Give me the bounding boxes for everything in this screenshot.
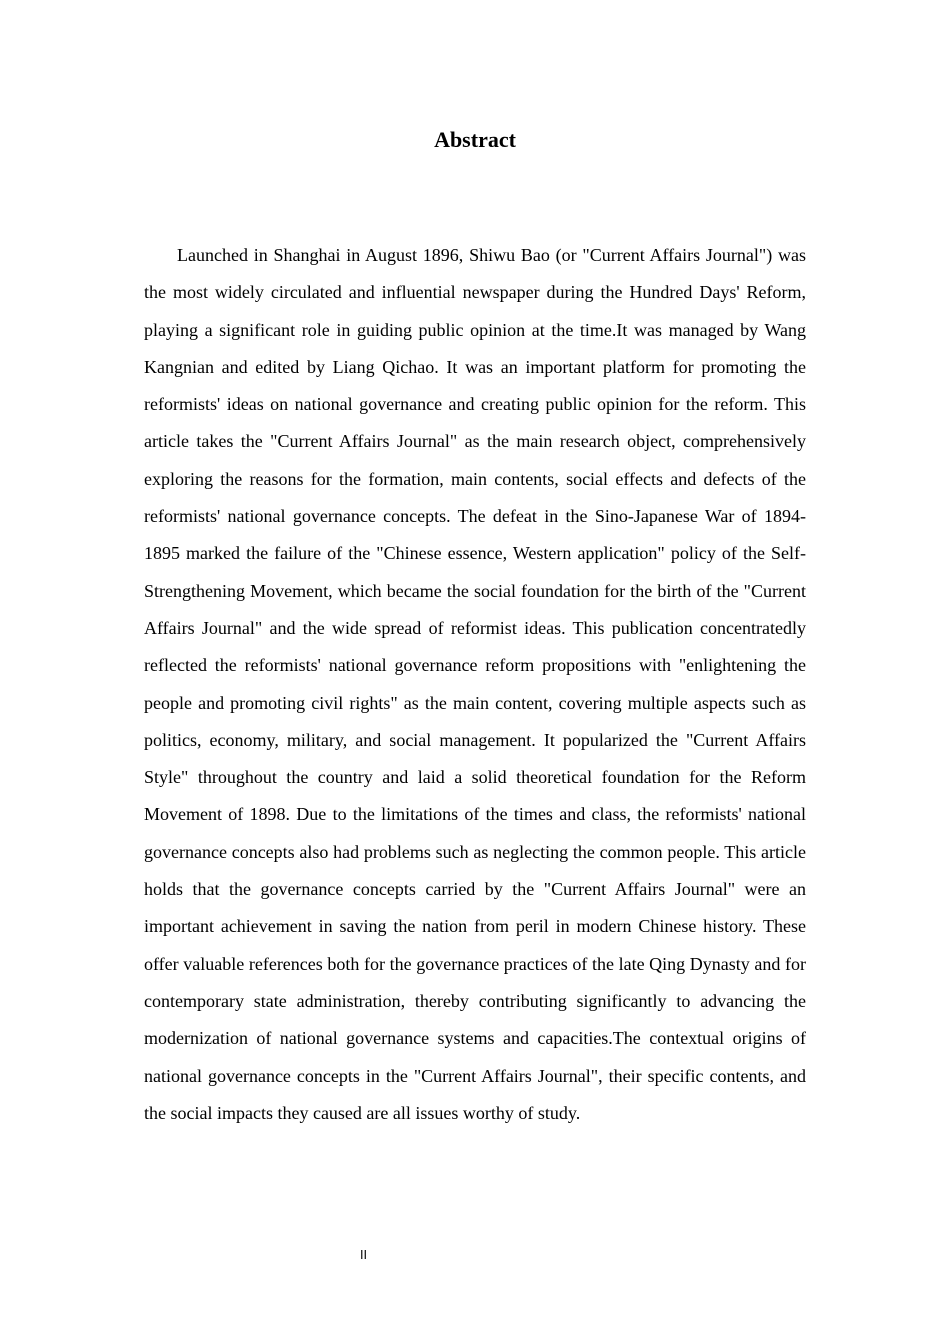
abstract-paragraph: Launched in Shanghai in August 1896, Shiwu Bao (or "Current Affairs Journal") was the most widely circulated and influential newspaper during the Hundred Days' Reform, playing a significant role in guiding public opinion at the time.It was managed by Wang Kangnian and edited by Liang Qichao. It was an important platform for promoting the reformists' ideas on national governance and creating public opinion for the reform. This article takes the "Current Affairs Journal" as the main research object, comprehensively exploring the reasons for the formation, main contents, social effects and defects of the reformists' national governance concepts. The defeat in the Sino-Japanese War of 1894-1895 marked the failure of the "Chinese essence, Western application" policy of the Self-Strengthening Movement, which became the social foundation for the birth of the "Current Affairs Journal" and the wide spread of reformist ideas. This publication concentratedly reflected the reformists' national governance reform propositions with "enlightening the people and promoting civil rights" as the main content, covering multiple aspects such as politics, economy, military, and social management. It popularized the "Current Affairs Style" throughout the country and laid a solid theoretical foundation for the Reform Movement of 1898. Due to the limitations of the times and class, the reformists' national governance concepts also had problems such as neglecting the common people. This article holds that the governance concepts carried by the "Current Affairs Journal" were an important achievement in saving the nation from peril in modern Chinese history. These offer valuable references both for the governance practices of the late Qing Dynasty and for contemporary state administration, thereby contributing significantly to advancing the modernization of national governance systems and capacities.The contextual origins of national governance concepts in the "Current Affairs Journal", their specific contents, and the social impacts they caused are all issues worthy of study. xyxy=(144,245,806,1123)
page-title: Abstract xyxy=(434,127,516,152)
page-number: II xyxy=(360,1248,368,1262)
